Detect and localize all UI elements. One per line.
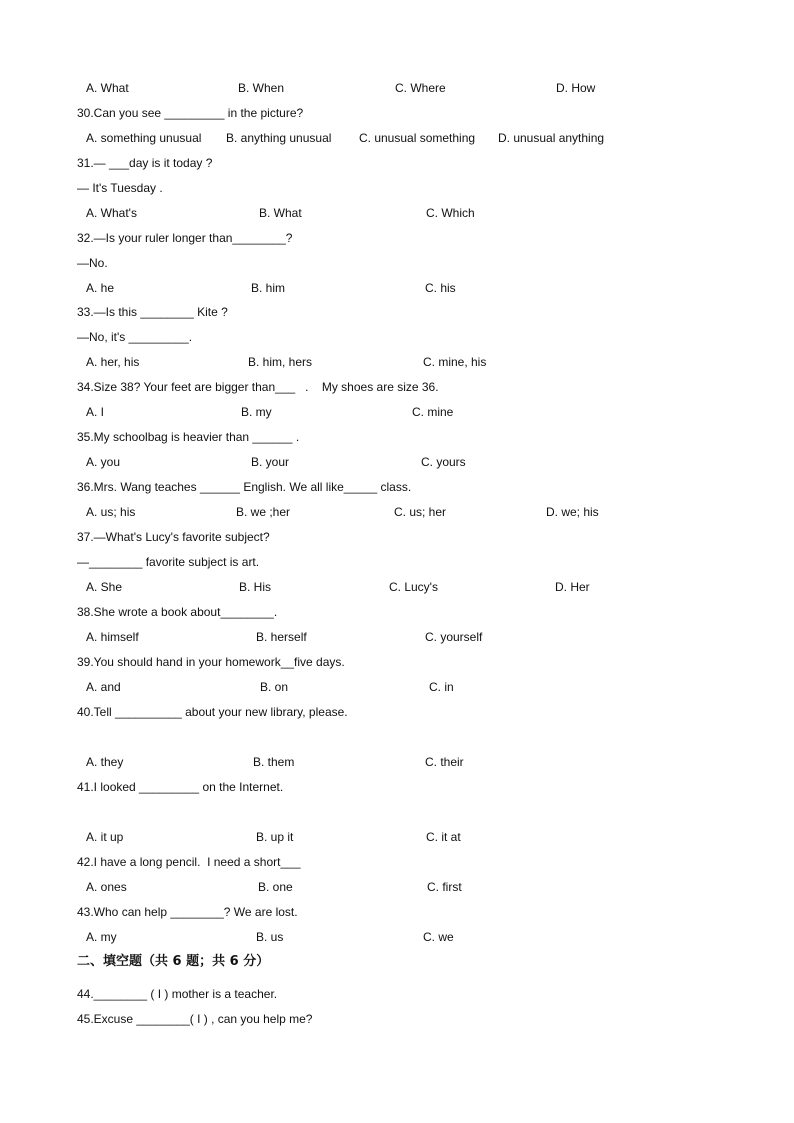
- option-a: A. he: [86, 281, 115, 295]
- option-b: B. we ;her: [236, 505, 291, 519]
- question-stem: 42.I have a long pencil. I need a short___: [77, 855, 301, 869]
- option-b: B. anything unusual: [226, 131, 332, 145]
- question-reply: —No, it's _________.: [77, 330, 193, 344]
- question-stem: 36.Mrs. Wang teaches ______ English. We all like_____ class.: [77, 480, 412, 494]
- option-b: B. him, hers: [248, 355, 313, 369]
- question-stem: 43.Who can help ________? We are lost.: [77, 905, 298, 919]
- question-reply: —________ favorite subject is art.: [77, 555, 260, 569]
- option-b: B. His: [239, 580, 272, 594]
- option-b: B. my: [241, 405, 272, 419]
- option-a: A. us; his: [86, 505, 136, 519]
- option-b: B. herself: [256, 630, 307, 644]
- option-a: A. my: [86, 930, 117, 944]
- option-c: C. it at: [426, 830, 461, 844]
- option-b: B. up it: [256, 830, 294, 844]
- option-a: A. and: [86, 680, 121, 694]
- option-a: A. himself: [86, 630, 139, 644]
- option-b: B. us: [256, 930, 284, 944]
- option-d: D. unusual anything: [498, 131, 605, 145]
- option-c: C. yourself: [425, 630, 483, 644]
- option-b: B. on: [260, 680, 289, 694]
- option-c: C. we: [423, 930, 454, 944]
- option-d: D. How: [556, 81, 596, 95]
- option-c: C. Which: [426, 206, 475, 220]
- question-stem: 38.She wrote a book about________.: [77, 605, 278, 619]
- option-c: C. first: [427, 880, 462, 894]
- option-c: C. his: [425, 281, 456, 295]
- option-c: C. in: [429, 680, 454, 694]
- option-c: C. mine, his: [423, 355, 487, 369]
- question-stem: 33.—Is this ________ Kite ?: [77, 305, 228, 319]
- option-b: B. your: [251, 455, 290, 469]
- option-a: A. I: [86, 405, 105, 419]
- option-a: A. something unusual: [86, 131, 202, 145]
- option-c: C. yours: [421, 455, 466, 469]
- option-c: C. their: [425, 755, 464, 769]
- question-stem: 30.Can you see _________ in the picture?: [77, 106, 304, 120]
- option-c: C. mine: [412, 405, 454, 419]
- option-a: A. She: [86, 580, 123, 594]
- option-c: C. unusual something: [359, 131, 476, 145]
- option-b: B. What: [259, 206, 302, 220]
- question-stem: 45.Excuse ________( I ) , can you help me?: [77, 1012, 313, 1026]
- question-stem: 31.— ___day is it today ?: [77, 156, 213, 170]
- question-stem: 32.—Is your ruler longer than________?: [77, 231, 293, 245]
- option-a: A. What's: [86, 206, 137, 220]
- option-b: B. him: [251, 281, 286, 295]
- option-c: C. Where: [395, 81, 446, 95]
- option-b: B. them: [253, 755, 295, 769]
- option-c: C. Lucy's: [389, 580, 438, 594]
- question-stem: 39.You should hand in your homework__five days.: [77, 655, 345, 669]
- question-stem: 44.________ ( I ) mother is a teacher.: [77, 987, 278, 1001]
- question-stem: 37.—What's Lucy's favorite subject?: [77, 530, 270, 544]
- question-stem: 40.Tell __________ about your new library, please.: [77, 705, 348, 719]
- question-stem: 41.I looked _________ on the Internet.: [77, 780, 284, 794]
- option-d: D. we; his: [546, 505, 599, 519]
- option-a: A. What: [86, 81, 129, 95]
- option-a: A. it up: [86, 830, 124, 844]
- option-a: A. ones: [86, 880, 127, 894]
- option-b: B. When: [238, 81, 285, 95]
- option-d: D. Her: [555, 580, 590, 594]
- question-reply: — It's Tuesday .: [77, 181, 163, 195]
- question-reply: —No.: [77, 256, 108, 270]
- question-stem: 34.Size 38? Your feet are bigger than___ . My shoes are size 36.: [77, 380, 439, 394]
- question-stem: 35.My schoolbag is heavier than ______ .: [77, 430, 300, 444]
- option-c: C. us; her: [394, 505, 447, 519]
- option-b: B. one: [258, 880, 293, 894]
- option-a: A. her, his: [86, 355, 140, 369]
- option-a: A. they: [86, 755, 124, 769]
- option-a: A. you: [86, 455, 121, 469]
- section-heading: 二、填空题（共 6 题；共 6 分）: [77, 954, 270, 969]
